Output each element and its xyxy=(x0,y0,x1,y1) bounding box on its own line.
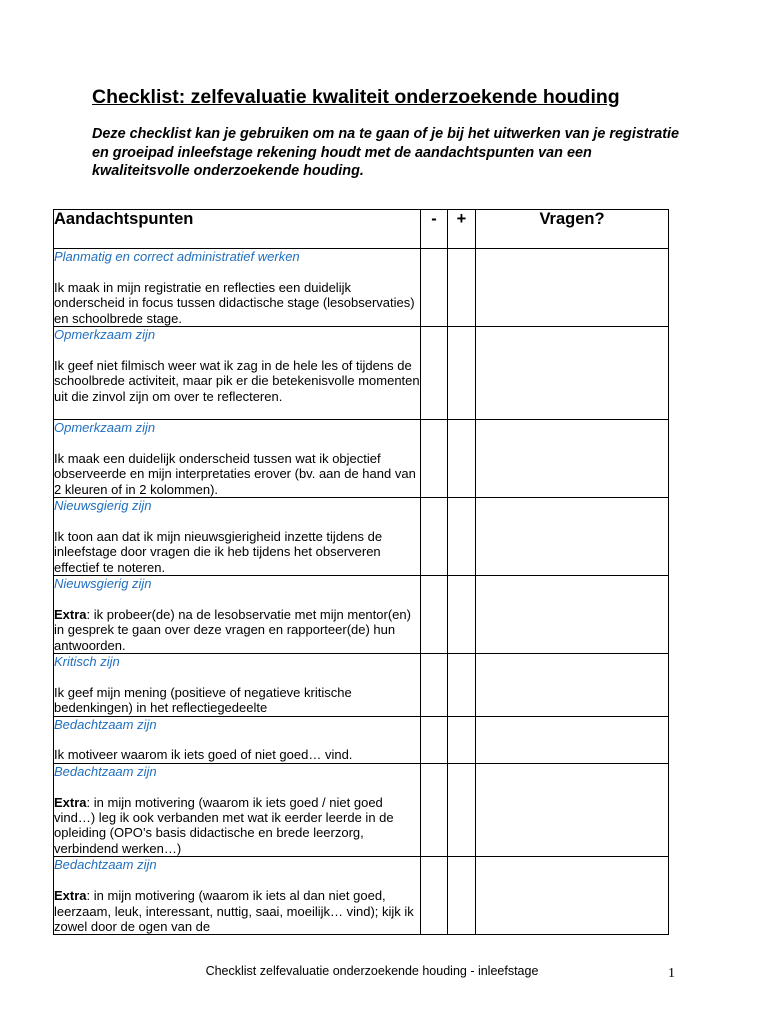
plus-cell[interactable] xyxy=(448,420,476,498)
plus-cell[interactable] xyxy=(448,654,476,717)
questions-cell[interactable] xyxy=(476,654,669,717)
questions-cell[interactable] xyxy=(476,763,669,856)
row-content xyxy=(54,576,421,654)
row-description: Ik motiveer waarom ik iets goed of niet goed… vind. xyxy=(54,747,353,763)
row-description: : ik probeer(de) na de lesobservatie met mijn mentor(en) in gesprek te gaan over deze vragen en rapporteer(de) hun antwoorden. xyxy=(54,606,411,653)
row-category: Kritisch zijn xyxy=(54,654,120,670)
row-text xyxy=(54,358,420,404)
questions-cell[interactable] xyxy=(476,420,669,498)
header-vragen: Vragen? xyxy=(476,210,669,249)
checklist-table xyxy=(53,209,669,935)
row-text xyxy=(54,607,420,653)
minus-cell[interactable] xyxy=(421,420,448,498)
row-content xyxy=(54,420,421,498)
page-footer: Checklist zelfevaluatie onderzoekende houding - inleefstage xyxy=(205,964,539,978)
intro-text: Deze checklist kan je gebruiken om na te gaan of je bij het uitwerken van je registratie en groeipad inleefstage rekening houdt met de aandachtspunten van een kwaliteitsvolle onderzoekende houding. xyxy=(92,126,680,179)
minus-cell[interactable] xyxy=(421,763,448,856)
row-content xyxy=(54,327,421,420)
row-content xyxy=(54,498,421,576)
table-row xyxy=(54,249,669,327)
row-content xyxy=(54,857,421,935)
row-text xyxy=(54,747,420,762)
questions-cell[interactable] xyxy=(476,327,669,420)
header-plus: + xyxy=(448,210,476,249)
row-description: : in mijn motivering (waarom ik iets al dan niet goed, leerzaam, leuk, interessant, nuttig, saai, moeilijk… vind); kijk ik zowel door de ogen van de xyxy=(54,888,414,934)
row-text xyxy=(54,795,420,857)
questions-cell[interactable] xyxy=(476,857,669,935)
table-row xyxy=(54,716,669,763)
questions-cell[interactable] xyxy=(476,716,669,763)
questions-cell[interactable] xyxy=(476,249,669,327)
row-content xyxy=(54,249,421,327)
row-description: Ik maak een duidelijk onderscheid tussen wat ik objectief observeerde en mijn interpretaties erover (bv. aan de hand van 2 kleuren of in 2 kolommen). xyxy=(54,450,416,497)
minus-cell[interactable] xyxy=(421,654,448,717)
header-aandachtspunten: Aandachtspunten xyxy=(54,210,421,249)
questions-cell[interactable] xyxy=(476,498,669,576)
plus-cell[interactable] xyxy=(448,249,476,327)
header-minus: - xyxy=(421,210,448,249)
row-category: Opmerkzaam zijn xyxy=(54,327,156,343)
row-content xyxy=(54,654,421,717)
row-description: Ik geef niet filmisch weer wat ik zag in de hele les of tijdens de schoolbrede activiteit, maar pik er die betekenisvolle momenten uit die zinvol zijn om over te reflecteren. xyxy=(54,357,420,404)
plus-cell[interactable] xyxy=(448,576,476,654)
row-text xyxy=(54,280,420,326)
minus-cell[interactable] xyxy=(421,249,448,327)
table-row xyxy=(54,327,669,420)
minus-cell[interactable] xyxy=(421,576,448,654)
plus-cell[interactable] xyxy=(448,716,476,763)
minus-cell[interactable] xyxy=(421,857,448,935)
row-text xyxy=(54,685,420,716)
minus-cell[interactable] xyxy=(421,327,448,420)
questions-cell[interactable] xyxy=(476,576,669,654)
plus-cell[interactable] xyxy=(448,857,476,935)
minus-cell[interactable] xyxy=(421,716,448,763)
row-text xyxy=(54,888,420,934)
table-row xyxy=(54,420,669,498)
row-category: Nieuwsgierig zijn xyxy=(54,498,152,514)
row-category: Opmerkzaam zijn xyxy=(54,420,156,436)
minus-cell[interactable] xyxy=(421,498,448,576)
header-row xyxy=(54,210,669,249)
row-extra: Extra xyxy=(54,888,87,904)
row-extra: Extra xyxy=(54,794,87,810)
table-row xyxy=(54,576,669,654)
page-title: Checklist: zelfevaluatie kwaliteit onderzoekende houding xyxy=(92,86,620,108)
row-category: Bedachtzaam zijn xyxy=(54,857,157,873)
row-content xyxy=(54,763,421,856)
plus-cell[interactable] xyxy=(448,498,476,576)
row-description: : in mijn motivering (waarom ik iets goed / niet goed vind…) leg ik ook verbanden met wat ik eerder leerde in de opleiding (OPO’s basis didactische en brede leerzorg, verbindend werken…) xyxy=(54,794,394,856)
plus-cell[interactable] xyxy=(448,763,476,856)
row-description: Ik geef mijn mening (positieve of negatieve kritische bedenkingen) in het reflectiegedeelte xyxy=(54,684,352,716)
table-row xyxy=(54,763,669,856)
row-description: Ik toon aan dat ik mijn nieuwsgierigheid inzette tijdens de inleefstage door vragen die ik heb tijdens het observeren effectief te noteren. xyxy=(54,528,383,575)
table-row xyxy=(54,654,669,717)
row-category: Nieuwsgierig zijn xyxy=(54,576,152,592)
page-number: 1 xyxy=(668,966,675,981)
table-row xyxy=(54,498,669,576)
row-description: Ik maak in mijn registratie en reflecties een duidelijk onderscheid in focus tussen didactische stage (lesobservaties) en schoolbrede stage. xyxy=(54,279,415,326)
plus-cell[interactable] xyxy=(448,327,476,420)
row-category: Planmatig en correct administratief werken xyxy=(54,249,300,264)
row-category: Bedachtzaam zijn xyxy=(54,763,157,779)
row-category: Bedachtzaam zijn xyxy=(54,716,157,732)
row-text xyxy=(54,529,420,575)
table-row xyxy=(54,857,669,935)
row-text xyxy=(54,451,420,497)
row-content xyxy=(54,716,421,763)
row-extra: Extra xyxy=(54,606,87,622)
